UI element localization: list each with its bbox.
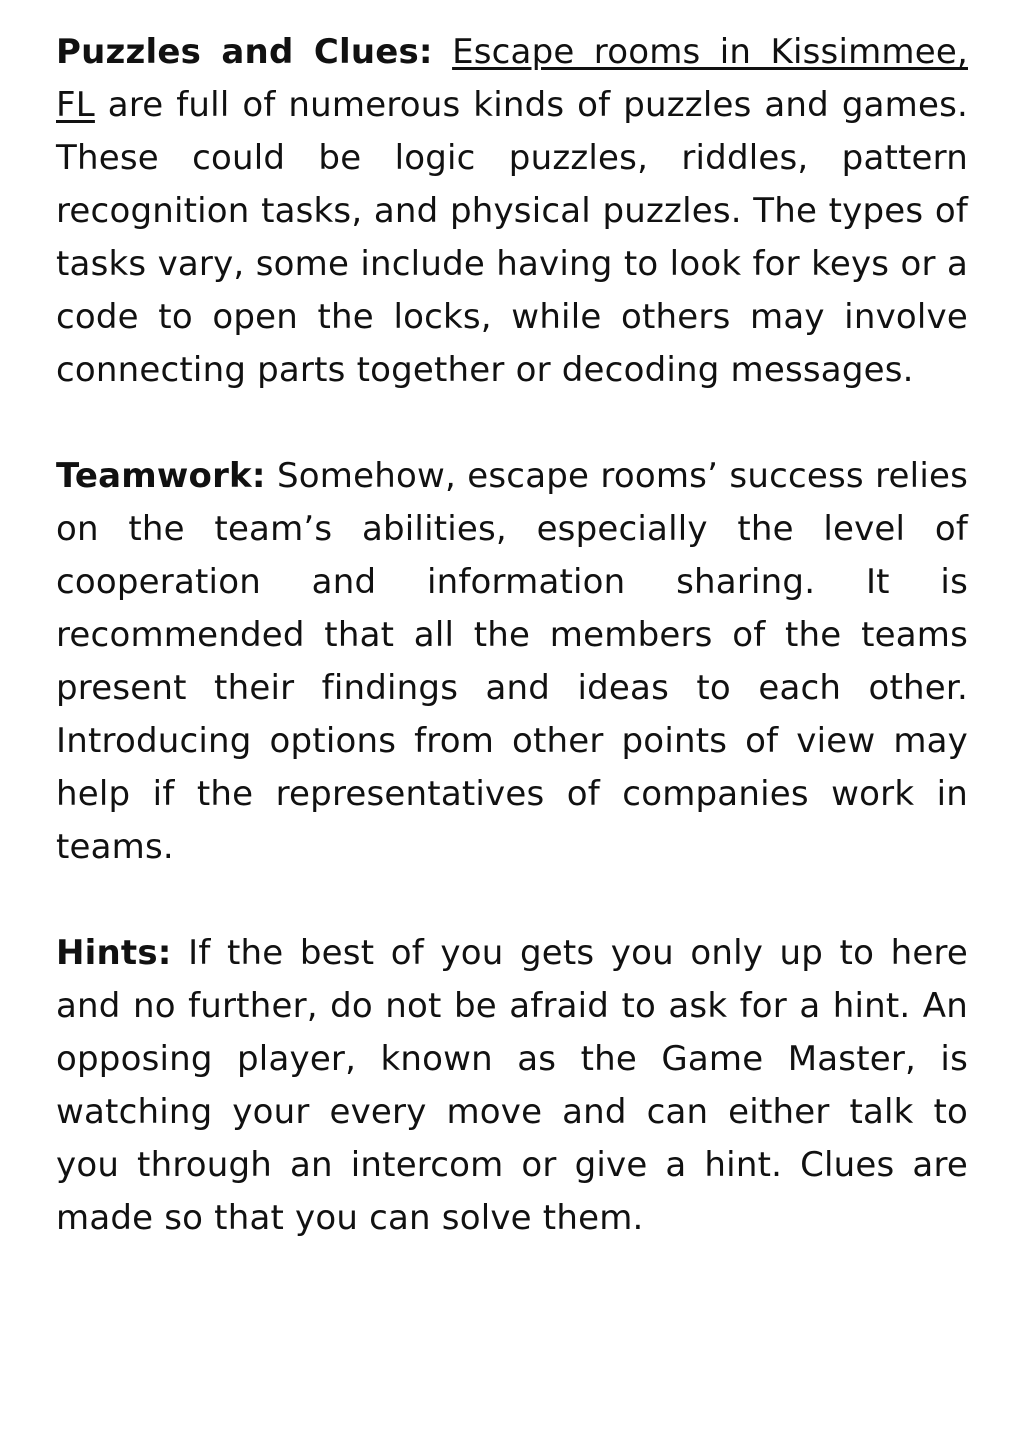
- puzzles-and-clues-paragraph: [56, 26, 968, 397]
- teamwork-heading: Teamwork:: [56, 456, 266, 496]
- document-page: [56, 26, 968, 1298]
- puzzles-and-clues-heading: Puzzles and Clues:: [56, 32, 433, 72]
- teamwork-paragraph: [56, 450, 968, 874]
- teamwork-body: Somehow, escape rooms’ success relies on the team’s abilities, especially the level of cooperation and information sharing. It is recommended that all the members of the teams present their findings and ideas to each other. Introducing options from other points of view may help if the representatives of companies work in teams.: [56, 456, 968, 867]
- escape-rooms-kissimmee-link[interactable]: Escape rooms in Kissimmee, FL: [56, 32, 968, 125]
- hints-paragraph: [56, 927, 968, 1245]
- puzzles-and-clues-body: are full of numerous kinds of puzzles and games. These could be logic puzzles, riddles, pattern recognition tasks, and physical puzzles. The types of tasks vary, some include having to look for keys or a code to open the locks, while others may involve connecting parts together or decoding messages.: [56, 85, 968, 390]
- hints-body: If the best of you gets you only up to here and no further, do not be afraid to ask for a hint. An opposing player, known as the Game Master, is watching your every move and can either talk to you through an intercom or give a hint. Clues are made so that you can solve them.: [56, 933, 968, 1238]
- hints-heading: Hints:: [56, 933, 172, 973]
